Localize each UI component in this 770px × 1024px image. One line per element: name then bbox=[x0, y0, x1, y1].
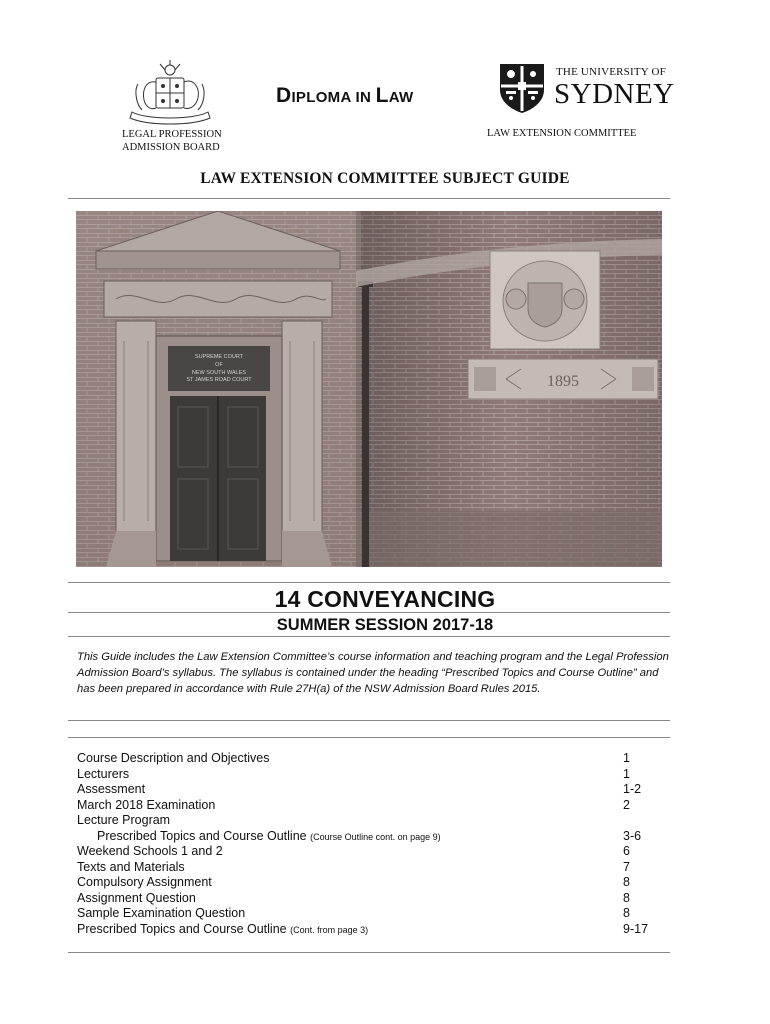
plaque-line-1: SUPREME COURT bbox=[194, 354, 244, 360]
toc-entry-label-container bbox=[77, 891, 196, 907]
toc-row bbox=[77, 813, 667, 829]
university-of-sydney-shield-logo bbox=[498, 62, 546, 114]
toc-entry-label: Assignment Question bbox=[77, 890, 196, 905]
legal-profession-admission-board-label bbox=[122, 128, 222, 154]
toc-entry-label: March 2018 Examination bbox=[77, 797, 216, 812]
toc-entry-page: 8 bbox=[623, 906, 630, 920]
divider bbox=[68, 636, 670, 637]
sydney-wordmark: SYDNEY bbox=[554, 78, 675, 110]
toc-entry-label: Prescribed Topics and Course Outline bbox=[97, 828, 307, 843]
table-of-contents bbox=[77, 751, 667, 937]
toc-row bbox=[77, 829, 667, 845]
toc-entry-note: (Cont. from page 3) bbox=[290, 924, 369, 935]
title-rest-2: AW bbox=[388, 89, 414, 106]
toc-row bbox=[77, 860, 667, 876]
toc-entry-label: Texts and Materials bbox=[77, 859, 185, 874]
toc-entry-note: (Course Outline cont. on page 9) bbox=[310, 831, 441, 842]
divider bbox=[68, 198, 670, 199]
toc-entry-label: Lecturers bbox=[77, 766, 130, 781]
toc-entry-page: 1 bbox=[623, 766, 630, 781]
toc-entry-label-container bbox=[77, 875, 212, 891]
law-extension-committee-label: LAW EXTENSION COMMITTEE bbox=[487, 128, 637, 139]
toc-entry-label-container bbox=[77, 813, 170, 829]
toc-entry-page: 1-2 bbox=[623, 782, 642, 796]
org-left-line2: ADMISSION BOARD bbox=[122, 142, 220, 153]
toc-entry-page: 3-6 bbox=[623, 828, 642, 843]
toc-entry-label-container bbox=[97, 829, 441, 846]
toc-entry-label-container bbox=[77, 767, 129, 783]
toc-row bbox=[77, 782, 667, 798]
toc-entry-page: 1 bbox=[623, 751, 630, 765]
university-of-label: THE UNIVERSITY OF bbox=[556, 66, 666, 78]
toc-entry-label: Assessment bbox=[77, 782, 146, 796]
plaque-line-4: ST JAMES ROAD COURT bbox=[186, 377, 252, 383]
toc-entry-page: 7 bbox=[623, 859, 630, 874]
toc-row bbox=[77, 798, 667, 814]
supreme-court-building-photo bbox=[76, 211, 662, 567]
toc-entry-label: Course Description and Objectives bbox=[77, 751, 270, 765]
plaque-line-3: NEW SOUTH WALES bbox=[191, 370, 247, 376]
toc-entry-label-container bbox=[77, 922, 368, 939]
toc-entry-page: 8 bbox=[623, 890, 630, 905]
toc-row bbox=[77, 767, 667, 783]
subject-title: 14 CONVEYANCING bbox=[274, 586, 496, 612]
title-cap-d: D bbox=[276, 84, 292, 107]
divider bbox=[68, 720, 670, 721]
toc-entry-label: Lecture Program bbox=[77, 813, 171, 827]
title-rest-1: IPLOMA IN bbox=[291, 89, 376, 106]
toc-entry-label-container bbox=[77, 844, 223, 860]
toc-entry-label-container bbox=[77, 906, 245, 922]
plaque-line-2: OF bbox=[215, 362, 223, 368]
toc-row bbox=[77, 751, 667, 767]
toc-entry-page: 9-17 bbox=[623, 921, 649, 936]
divider bbox=[68, 582, 670, 583]
nsw-coat-of-arms-logo bbox=[126, 60, 214, 128]
intro-paragraph: This Guide includes the Law Extension Committee’s course information and teaching program and the Legal Profession Admission Board’s syllabus. The syllabus is contained under the heading “Prescribed Topics and Course Outline” and has been prepared in accordance with Rule 27H(a) of the NSW Admission Board Rules 2015. bbox=[77, 651, 669, 695]
toc-entry-label-container bbox=[77, 782, 145, 798]
org-left-line1: LEGAL PROFESSION bbox=[122, 129, 222, 140]
session-title: SUMMER SESSION 2017-18 bbox=[276, 616, 494, 634]
divider bbox=[68, 952, 670, 953]
document-title bbox=[276, 84, 413, 108]
toc-entry-label-container bbox=[77, 751, 269, 767]
toc-entry-page: 2 bbox=[623, 797, 630, 812]
toc-entry-label: Weekend Schools 1 and 2 bbox=[77, 844, 223, 858]
subject-guide-heading: LAW EXTENSION COMMITTEE SUBJECT GUIDE bbox=[200, 170, 570, 187]
toc-entry-page: 8 bbox=[623, 875, 630, 889]
divider bbox=[68, 737, 670, 738]
toc-row bbox=[77, 906, 667, 922]
toc-entry-label-container bbox=[77, 860, 185, 876]
toc-row bbox=[77, 875, 667, 891]
toc-entry-page: 6 bbox=[623, 844, 630, 858]
toc-row bbox=[77, 922, 667, 938]
toc-entry-label: Prescribed Topics and Course Outline bbox=[77, 921, 287, 936]
toc-entry-label-container bbox=[77, 798, 215, 814]
photo-year-text: 1895 bbox=[547, 373, 579, 390]
divider bbox=[68, 612, 670, 613]
toc-entry-label: Sample Examination Question bbox=[77, 906, 246, 920]
toc-row bbox=[77, 891, 667, 907]
title-cap-l: L bbox=[375, 84, 389, 107]
toc-row bbox=[77, 844, 667, 860]
toc-entry-label: Compulsory Assignment bbox=[77, 875, 212, 889]
